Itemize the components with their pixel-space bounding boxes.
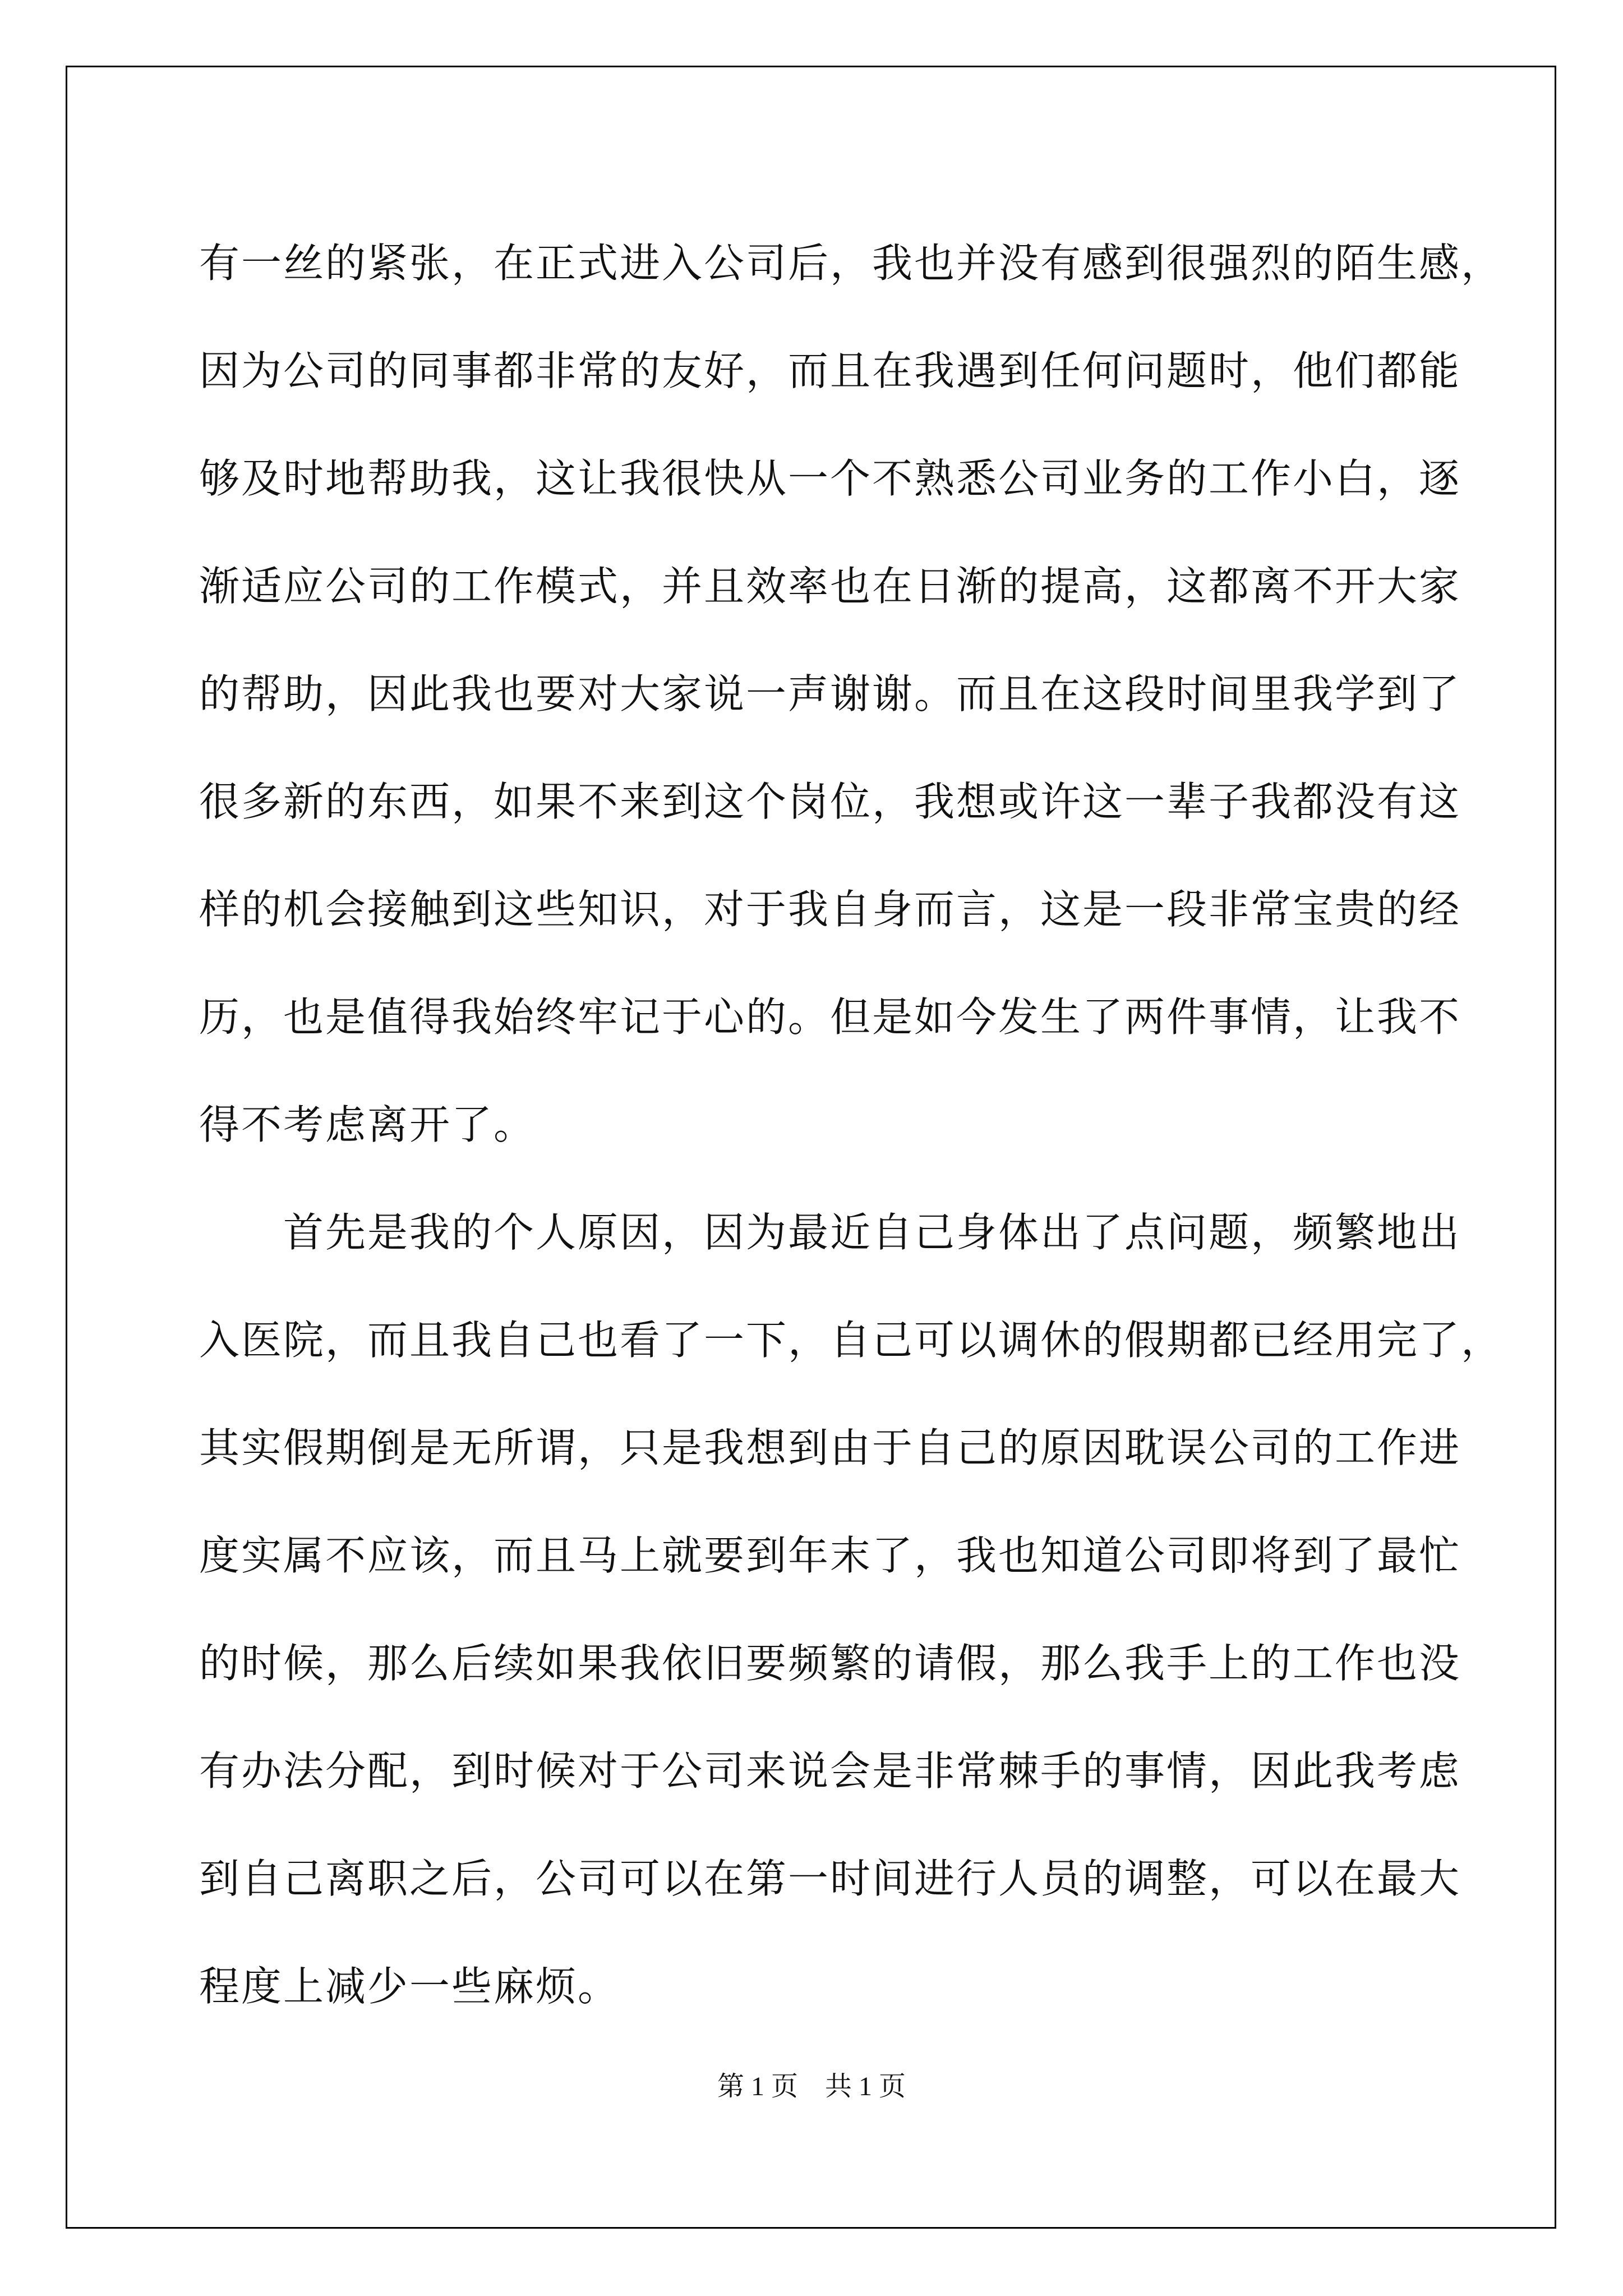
document-body bbox=[199, 209, 1504, 2040]
text-line: 的时候，那么后续如果我依旧要频繁的请假，那么我手上的工作也没 bbox=[199, 1640, 1461, 1687]
text-line: 样的机会接触到这些知识，对于我自身而言，这是一段非常宝贵的经 bbox=[199, 886, 1461, 933]
paragraph-1 bbox=[199, 209, 1504, 1179]
text-line: 入医院，而且我自己也看了一下，自己可以调休的假期都已经用完了， bbox=[199, 1317, 1504, 1364]
text-line: 的帮助，因此我也要对大家说一声谢谢。而且在这段时间里我学到了 bbox=[199, 670, 1461, 717]
text-line: 历，也是值得我始终牢记于心的。但是如今发生了两件事情，让我不 bbox=[199, 993, 1461, 1041]
text-line: 有一丝的紧张，在正式进入公司后，我也并没有感到很强烈的陌生感， bbox=[199, 240, 1504, 287]
text-line: 度实属不应该，而且马上就要到年末了，我也知道公司即将到了最忙 bbox=[199, 1532, 1461, 1579]
text-line: 程度上减少一些麻烦。 bbox=[199, 1963, 620, 2010]
text-line: 够及时地帮助我，这让我很快从一个不熟悉公司业务的工作小白，逐 bbox=[199, 455, 1461, 502]
paragraph-2 bbox=[199, 1179, 1504, 2040]
text-line: 得不考虑离开了。 bbox=[199, 1101, 536, 1148]
text-line: 首先是我的个人原因，因为最近自己身体出了点问题，频繁地出 bbox=[199, 1209, 1461, 1256]
page-number: 第 1 页 共 1 页 bbox=[717, 2072, 906, 2101]
text-line: 很多新的东西，如果不来到这个岗位，我想或许这一辈子我都没有这 bbox=[199, 778, 1461, 825]
text-line: 渐适应公司的工作模式，并且效率也在日渐的提高，这都离不开大家 bbox=[199, 563, 1461, 610]
text-line: 其实假期倒是无所谓，只是我想到由于自己的原因耽误公司的工作进 bbox=[199, 1424, 1461, 1471]
text-line: 有办法分配，到时候对于公司来说会是非常棘手的事情，因此我考虑 bbox=[199, 1747, 1461, 1795]
text-line: 因为公司的同事都非常的友好，而且在我遇到任何问题时，他们都能 bbox=[199, 347, 1461, 394]
text-line: 到自己离职之后，公司可以在第一时间进行人员的调整，可以在最大 bbox=[199, 1855, 1461, 1902]
